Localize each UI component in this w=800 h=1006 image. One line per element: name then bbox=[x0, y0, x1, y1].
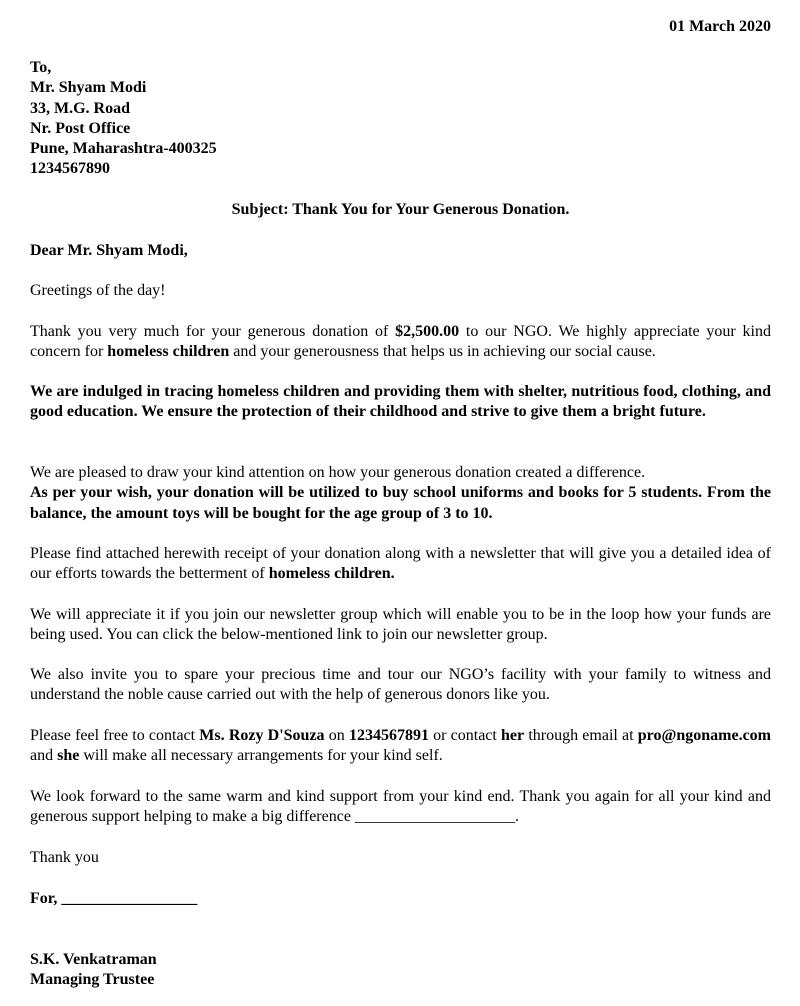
paragraph-closing: We look forward to the same warm and kind support from your kind end. Thank you again for all your kind and generous support helping to make a big difference ____________________. bbox=[30, 788, 771, 826]
letter-subject: Subject: Thank You for Your Generous Donation. bbox=[231, 201, 570, 218]
recipient-address-line1: 33, M.G. Road bbox=[30, 99, 130, 117]
paragraph-invitation: We also invite you to spare your precious time and tour our NGO’s facility with your family to witness and understand the noble cause carried out with the help of generous donors like you. bbox=[30, 666, 771, 704]
signatory-block bbox=[30, 950, 771, 991]
recipient-name: Mr. Shyam Modi bbox=[30, 79, 147, 97]
for-line: For, _________________ bbox=[30, 890, 198, 907]
paragraph-contact: Please feel free to contact Ms. Rozy D'Souza on 1234567891 or contact her through email at pro@ngoname.com and she will make all necessary arrangements for your kind self. bbox=[30, 727, 771, 765]
contact-name: Ms. Rozy D'Souza bbox=[199, 727, 325, 744]
paragraph-newsletter: We will appreciate it if you join our newsletter group which will enable you to be in the loop how your funds are being used. You can click the below-mentioned link to join our newsletter group. bbox=[30, 606, 771, 644]
contact-email: pro@ngoname.com bbox=[637, 727, 771, 744]
cause-text: homeless children bbox=[107, 343, 230, 361]
closing-thanks: Thank you bbox=[30, 849, 99, 866]
signatory-title: Managing Trustee bbox=[30, 971, 155, 989]
paragraph-donation-use bbox=[30, 463, 771, 524]
opening-line: Greetings of the day! bbox=[30, 282, 166, 299]
recipient-address-line2: Nr. Post Office bbox=[30, 119, 131, 137]
recipient-address-line3: Pune, Maharashtra-400325 bbox=[30, 140, 217, 158]
paragraph-receipt: Please find attached herewith receipt of your donation along with a newsletter that will give you a detailed idea of our efforts towards the betterment of homeless children. bbox=[30, 545, 771, 583]
recipient-phone: 1234567890 bbox=[30, 160, 110, 178]
recipient-address bbox=[30, 58, 217, 180]
letter-date: 01 March 2020 bbox=[669, 18, 771, 35]
cause-text-2: homeless children. bbox=[268, 565, 395, 583]
letter-greeting: Dear Mr. Shyam Modi, bbox=[30, 242, 188, 259]
donation-amount: $2,500.00 bbox=[395, 323, 460, 340]
recipient-salutation: To, bbox=[30, 59, 52, 76]
signatory-name: S.K. Venkatraman bbox=[30, 951, 157, 968]
paragraph-donation-thanks: Thank you very much for your generous donation of $2,500.00 to our NGO. We highly appreciate your kind concern for homeless children and your generousness that helps us in achieving our social cause. bbox=[30, 323, 771, 361]
donation-use-details: As per your wish, your donation will be utilized to buy school uniforms and books for 5 students. From the balance, the amount toys will be bought for the age group of 3 to 10. bbox=[30, 484, 771, 522]
donation-use-intro: We are pleased to draw your kind attention on how your generous donation created a difference. bbox=[30, 464, 646, 481]
contact-phone: 1234567891 bbox=[348, 727, 429, 744]
paragraph-mission: We are indulged in tracing homeless children and providing them with shelter, nutritious food, clothing, and good education. We ensure the protection of their childhood and strive to give them a bright future. bbox=[30, 383, 771, 421]
